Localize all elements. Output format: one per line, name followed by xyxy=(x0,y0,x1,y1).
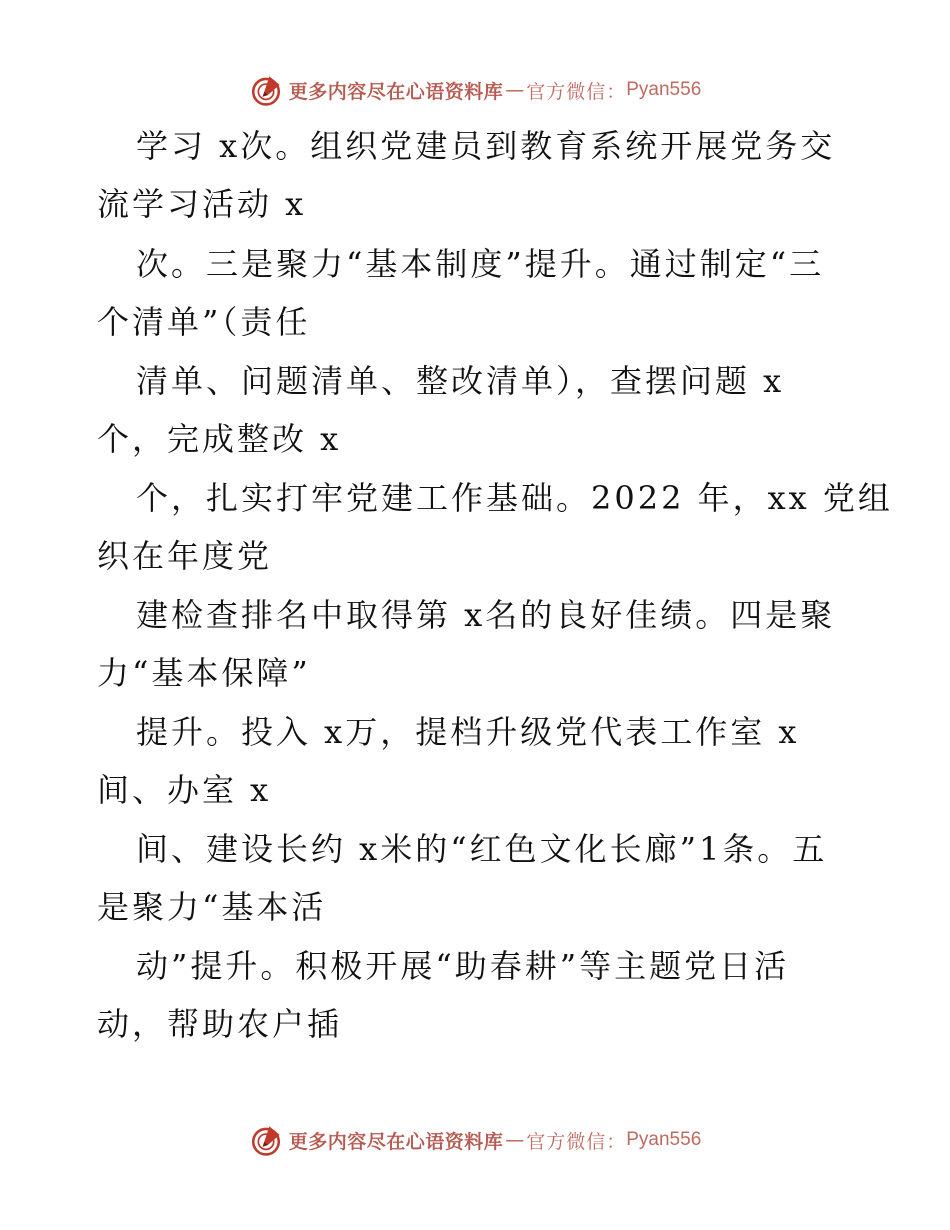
text-line: 间、建设长约 x米的“红色文化长廊”1条。五 xyxy=(136,830,828,868)
pen-logo-icon xyxy=(249,73,283,107)
watermark-separator: — xyxy=(505,79,525,101)
watermark-sub-text: 官方微信： xyxy=(526,80,627,103)
watermark-separator: — xyxy=(505,1129,525,1151)
text-line: 织在年度党 xyxy=(97,537,273,575)
watermark-main-text: 更多内容尽在心语资料库 xyxy=(288,1130,504,1153)
text-line: 提升。投入 x万，提档升级党代表工作室 x xyxy=(136,713,800,751)
text-line: 学习 x次。组织党建员到教育系统开展党务交 xyxy=(136,127,836,165)
text-line: 动，帮助农户插 xyxy=(97,1005,343,1043)
text-line: 个清单”（责任 xyxy=(97,303,311,341)
text-line: 个，扎实打牢党建工作基础。2022 年，xx 党组 xyxy=(136,479,893,517)
watermark-wechat-id: Pyan556 xyxy=(626,79,702,100)
text-line: 力“基本保障” xyxy=(97,654,311,692)
text-line: 个，完成整改 x xyxy=(97,420,342,458)
text-line: 流学习活动 x xyxy=(97,185,307,223)
text-line: 间、办室 x xyxy=(97,771,272,809)
pen-logo-icon xyxy=(249,1123,283,1157)
watermark-wechat-id: Pyan556 xyxy=(626,1129,702,1150)
text-line: 动”提升。积极开展“助春耕”等主题党日活 xyxy=(136,947,790,985)
document-body xyxy=(0,118,950,1078)
footer-watermark xyxy=(0,1120,950,1160)
watermark-sub-text: 官方微信： xyxy=(526,1130,627,1153)
header-watermark xyxy=(0,70,950,110)
watermark-main-text: 更多内容尽在心语资料库 xyxy=(288,80,504,103)
text-line: 清单、问题清单、整改清单），查摆问题 x xyxy=(136,362,785,400)
text-line: 是聚力“基本活 xyxy=(97,888,327,926)
text-line: 次。三是聚力“基本制度”提升。通过制定“三 xyxy=(136,245,825,283)
text-line: 建检查排名中取得第 x名的良好佳绩。四是聚 xyxy=(136,596,836,634)
